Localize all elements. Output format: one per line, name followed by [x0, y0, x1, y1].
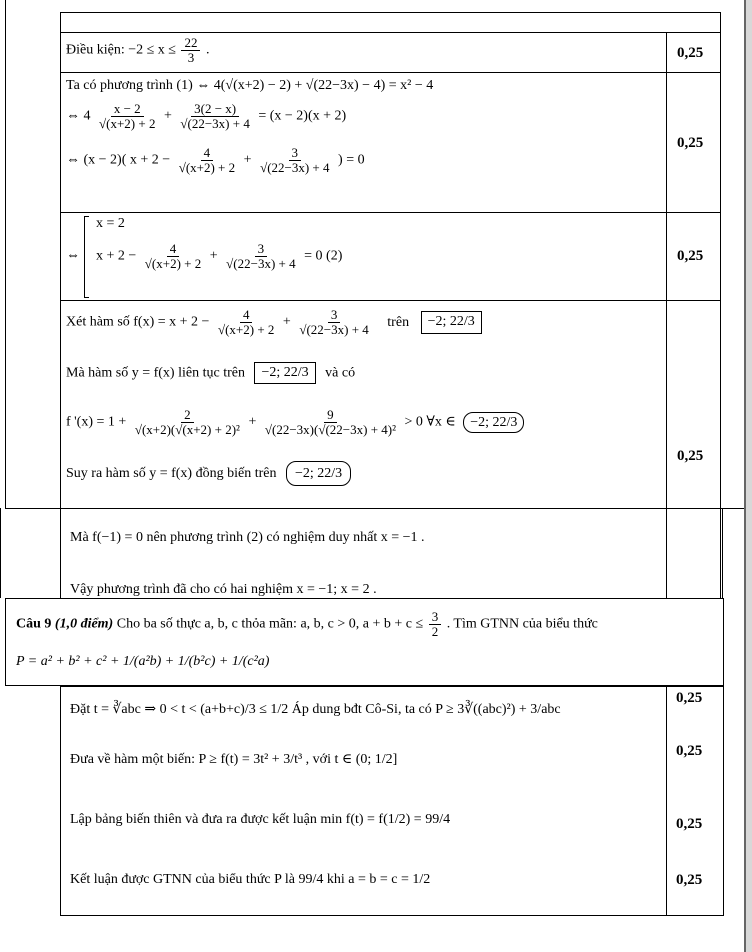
deriv-pre: f '(x) = 1 + — [66, 414, 130, 430]
frac-num: 3 — [429, 610, 442, 625]
frac-den: √(x+2)(√(x+2) + 2)² — [134, 421, 240, 437]
question-body-2: . Tìm GTNN của biểu thức — [446, 616, 598, 632]
eq3-pre: ⇔ (x − 2)( x + 2 − — [66, 152, 174, 168]
answer-3-score: 0,25 — [676, 816, 703, 832]
fdef-frac-1 — [215, 308, 277, 337]
eq3-post: ) = 0 — [338, 152, 365, 168]
score-row-2: 0,25 — [677, 135, 704, 151]
conclusion-line: Vậy phương trình đã cho có hai nghiệm x = −1; x = 2 . — [70, 582, 377, 597]
deriv-plus: + — [248, 414, 257, 430]
mono-pre: Suy ra hàm số y = f(x) đồng biến trên — [66, 466, 277, 481]
answer-4: Kết luận được GTNN của biểu thức P là 99/4 khi a = b = c = 1/2 — [70, 872, 431, 887]
case2-pre: x + 2 − — [96, 248, 140, 264]
question-frac — [429, 610, 442, 639]
case2-frac-2 — [223, 242, 298, 271]
fdef-pre: Xét hàm số f(x) = x + 2 − — [66, 314, 213, 330]
frac-num: 3 — [255, 242, 268, 257]
answer-4-score: 0,25 — [676, 872, 703, 888]
fdef-on: trên — [387, 314, 410, 330]
deriv-interval: −2; 22/3 — [463, 412, 524, 433]
cont-post: và có — [325, 365, 356, 381]
case-2 — [96, 242, 342, 271]
fdef-interval: −2; 22/3 — [421, 311, 482, 333]
deriv-frac-2 — [262, 408, 399, 437]
eq2-plus: + — [163, 108, 172, 124]
frac-den: √(22−3x) + 4 — [260, 159, 330, 175]
frac-den: √(22−3x) + 4 — [299, 321, 369, 337]
eq3-frac-1 — [176, 146, 238, 175]
frac-num: 4 — [167, 242, 180, 257]
deriv-post: > 0 ∀x ∈ — [404, 414, 456, 430]
question-formula: P = a² + b² + c² + 1/(a²b) + 1/(b²c) + 1/(c²a) — [16, 654, 270, 669]
frac-den: √(22−3x) + 4 — [226, 255, 296, 271]
monotonic-line — [66, 466, 351, 482]
cont-interval: −2; 22/3 — [254, 362, 315, 384]
eq2-frac-2 — [177, 102, 252, 131]
frac-num: 4 — [240, 308, 253, 323]
score-row-4: 0,25 — [677, 448, 704, 464]
question-label: Câu 9 — [16, 616, 52, 632]
question-9-text — [16, 610, 598, 639]
condition-fraction — [181, 36, 200, 65]
equation-line-2 — [66, 102, 346, 131]
fdef-plus: + — [282, 314, 291, 330]
cont-pre: Mà hàm số y = f(x) liên tục trên — [66, 365, 245, 381]
frac-den: 3 — [187, 49, 195, 65]
eq2-frac-1 — [96, 102, 158, 131]
frac-den: √(x+2) + 2 — [217, 321, 275, 337]
derivative-line — [66, 408, 524, 437]
eq3-plus: + — [243, 152, 252, 168]
frac-num: 4 — [201, 146, 214, 161]
case-bracket — [84, 216, 89, 298]
deriv-frac-1 — [132, 408, 243, 437]
answer-2-score: 0,25 — [676, 743, 703, 759]
answer-1: Đặt t = ∛abc ⇒ 0 < t < (a+b+c)/3 ≤ 1/2 Áp dung bđt Cô-Si, ta có P ≥ 3∛((abc)²) + 3/abc — [70, 702, 561, 717]
equation-line-3 — [66, 146, 365, 175]
condition-text — [66, 36, 209, 65]
answer-2: Đưa về hàm một biến: P ≥ f(t) = 3t² + 3/t³ , với t ∈ (0; 1/2] — [70, 752, 398, 767]
condition-suffix: . — [205, 42, 210, 58]
answer-3: Lập bảng biến thiên và đưa ra được kết luận min f(t) = f(1/2) = 99/4 — [70, 812, 451, 827]
frac-den: 2 — [431, 623, 439, 639]
frac-den: √(x+2) + 2 — [144, 255, 202, 271]
frac-den: √(x+2) + 2 — [99, 115, 156, 131]
score-row-3: 0,25 — [677, 248, 704, 264]
unique-root-line: Mà f(−1) = 0 nên phương trình (2) có nghiệm duy nhất x = −1 . — [70, 530, 425, 545]
answer-1-score: 0,25 — [676, 690, 703, 706]
frac-den: √(x+2) + 2 — [178, 159, 236, 175]
function-def — [66, 308, 482, 337]
eq2-post: = (x − 2)(x + 2) — [258, 108, 347, 124]
case-1: x = 2 — [96, 216, 125, 231]
case2-post: = 0 (2) — [304, 248, 343, 264]
question-body: Cho ba số thực a, b, c thỏa mãn: a, b, c > 0, a + b + c ≤ — [116, 616, 427, 632]
frac-den: √(22−3x)(√(22−3x) + 4)² — [264, 421, 396, 437]
eq2-pre: ⇔ 4 — [66, 108, 91, 124]
frac-num: 3(2 − x) — [191, 102, 239, 117]
frac-num: 9 — [324, 408, 337, 423]
equation-line-1: Ta có phương trình (1) ⇔ 4(√(x+2) − 2) + √(22−3x) − 4) = x² − 4 — [66, 78, 434, 93]
question-points: (1,0 điểm) — [54, 616, 114, 632]
eq3-frac-2 — [257, 146, 332, 175]
condition-label: Điều kiện: −2 ≤ x ≤ — [66, 42, 180, 58]
case2-frac-1 — [142, 242, 204, 271]
continuity-line — [66, 362, 355, 384]
frac-den: √(22−3x) + 4 — [180, 115, 250, 131]
score-row-1: 0,25 — [677, 45, 704, 61]
frac-num: x − 2 — [111, 102, 144, 117]
case-arrow: ⇔ — [66, 248, 80, 263]
mono-interval: −2; 22/3 — [286, 461, 351, 486]
scrollbar-track[interactable] — [746, 0, 752, 952]
case2-plus: + — [209, 248, 218, 264]
fdef-frac-2 — [296, 308, 371, 337]
frac-num: 2 — [181, 408, 194, 423]
frac-num: 3 — [328, 308, 341, 323]
frac-num: 3 — [289, 146, 302, 161]
frac-num: 22 — [181, 36, 200, 51]
